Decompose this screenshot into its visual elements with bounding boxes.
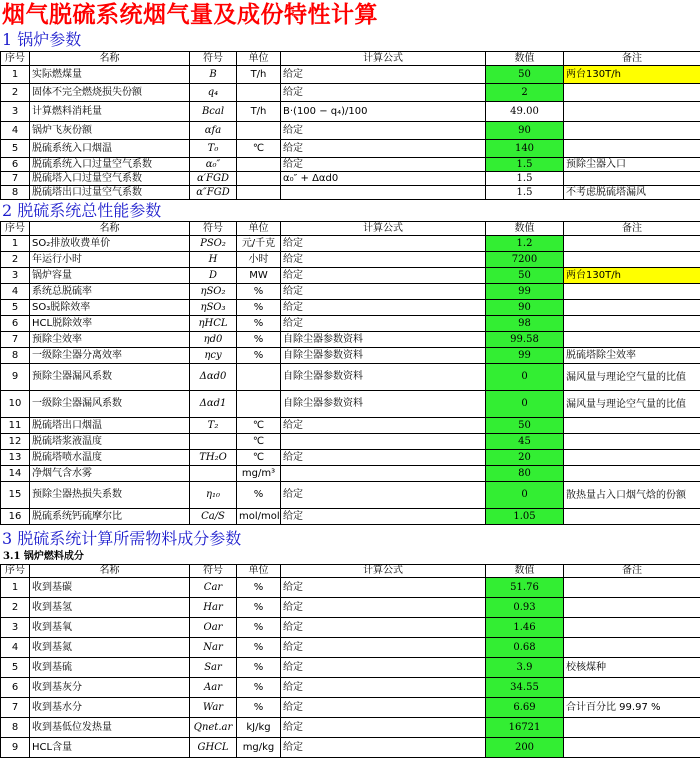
row-name: 收到基氮 xyxy=(30,638,190,658)
row-value: 90 xyxy=(486,122,564,140)
row-remark xyxy=(564,418,700,434)
row-remark xyxy=(564,578,700,598)
row-unit: % xyxy=(237,316,281,332)
row-symbol: Bcal xyxy=(190,102,237,122)
row-formula: 给定 xyxy=(281,66,486,84)
row-name: 收到基氢 xyxy=(30,598,190,618)
row-unit: ℃ xyxy=(237,450,281,466)
row-unit xyxy=(237,364,281,391)
row-value: 1.5 xyxy=(486,172,564,186)
header-remark: 备注 xyxy=(564,565,700,578)
row-unit: kJ/kg xyxy=(237,718,281,738)
row-name: 收到基低位发热量 xyxy=(30,718,190,738)
row-symbol: TH₂O xyxy=(190,450,237,466)
section-3-title: 3 脱硫系统计算所需物料成分参数 xyxy=(2,529,241,549)
header-no: 序号 xyxy=(1,565,30,578)
header-row xyxy=(1,565,700,578)
row-remark: 散热量占入口烟气焓的份额 xyxy=(564,482,700,509)
row-number: 8 xyxy=(1,186,30,200)
table-row xyxy=(1,236,700,252)
table-row xyxy=(1,268,700,284)
header-row xyxy=(1,52,700,66)
row-name: 脱硫系统入口烟温 xyxy=(30,140,190,158)
row-symbol: T₂ xyxy=(190,418,237,434)
row-name: SO₃脱除效率 xyxy=(30,300,190,316)
row-symbol: q₄ xyxy=(190,84,237,102)
row-unit xyxy=(237,122,281,140)
table-row xyxy=(1,66,700,84)
row-unit: % xyxy=(237,284,281,300)
row-name: SO₂排放收费单价 xyxy=(30,236,190,252)
row-name: 脱硫塔出口烟温 xyxy=(30,418,190,434)
row-value: 0.93 xyxy=(486,598,564,618)
row-number: 4 xyxy=(1,638,30,658)
row-number: 12 xyxy=(1,434,30,450)
row-number: 6 xyxy=(1,316,30,332)
row-name: 年运行小时 xyxy=(30,252,190,268)
page-title: 烟气脱硫系统烟气量及成份特性计算 xyxy=(2,0,378,30)
row-formula: 给定 xyxy=(281,678,486,698)
row-remark: 不考虑脱硫塔漏风 xyxy=(564,186,700,200)
row-symbol: Δαd0 xyxy=(190,364,237,391)
row-remark xyxy=(564,316,700,332)
row-formula: 自除尘器参数资料 xyxy=(281,332,486,348)
row-symbol: Car xyxy=(190,578,237,598)
row-unit: ℃ xyxy=(237,140,281,158)
row-number: 3 xyxy=(1,102,30,122)
row-name: 脱硫系统钙硫摩尔比 xyxy=(30,509,190,525)
row-unit: % xyxy=(237,678,281,698)
row-formula: α₀″ + Δαd0 xyxy=(281,172,486,186)
row-symbol: Sar xyxy=(190,658,237,678)
row-formula: 给定 xyxy=(281,252,486,268)
section-1-title: 1 锅炉参数 xyxy=(2,30,81,50)
table-row xyxy=(1,482,700,509)
performance-params-table xyxy=(0,221,700,525)
row-number: 1 xyxy=(1,236,30,252)
row-symbol xyxy=(190,434,237,450)
header-value: 数值 xyxy=(486,222,564,236)
row-remark xyxy=(564,718,700,738)
row-formula: 给定 xyxy=(281,418,486,434)
table-row xyxy=(1,434,700,450)
fuel-composition-table xyxy=(0,564,700,758)
row-remark xyxy=(564,450,700,466)
row-number: 13 xyxy=(1,450,30,466)
row-unit: T/h xyxy=(237,66,281,84)
row-remark: 漏风量与理论空气量的比值 xyxy=(564,364,700,391)
row-name: 脱硫塔出口过量空气系数 xyxy=(30,186,190,200)
row-formula: 给定 xyxy=(281,738,486,758)
row-unit: T/h xyxy=(237,102,281,122)
row-value: 51.76 xyxy=(486,578,564,598)
row-value: 99 xyxy=(486,348,564,364)
table-row xyxy=(1,186,700,200)
row-number: 5 xyxy=(1,140,30,158)
row-symbol: Har xyxy=(190,598,237,618)
row-formula xyxy=(281,434,486,450)
table-row xyxy=(1,300,700,316)
row-unit xyxy=(237,158,281,172)
row-unit: mg/kg xyxy=(237,738,281,758)
row-symbol: Ca/S xyxy=(190,509,237,525)
row-unit: ℃ xyxy=(237,418,281,434)
row-name: 一级除尘器漏风系数 xyxy=(30,391,190,418)
row-remark: 预除尘器入口 xyxy=(564,158,700,172)
table-row xyxy=(1,348,700,364)
row-name: 一级除尘器分离效率 xyxy=(30,348,190,364)
row-remark xyxy=(564,466,700,482)
row-formula: 给定 xyxy=(281,578,486,598)
row-remark xyxy=(564,284,700,300)
row-number: 4 xyxy=(1,122,30,140)
row-number: 8 xyxy=(1,348,30,364)
row-remark xyxy=(564,300,700,316)
row-number: 16 xyxy=(1,509,30,525)
table-row xyxy=(1,450,700,466)
table-row xyxy=(1,84,700,102)
row-value: 34.55 xyxy=(486,678,564,698)
header-remark: 备注 xyxy=(564,52,700,66)
row-value: 98 xyxy=(486,316,564,332)
row-number: 5 xyxy=(1,658,30,678)
row-number: 2 xyxy=(1,252,30,268)
row-value: 45 xyxy=(486,434,564,450)
row-symbol: D xyxy=(190,268,237,284)
row-symbol: α′FGD xyxy=(190,172,237,186)
row-symbol: ηHCL xyxy=(190,316,237,332)
table-row xyxy=(1,466,700,482)
header-value: 数值 xyxy=(486,52,564,66)
row-formula: 给定 xyxy=(281,509,486,525)
row-value: 99.58 xyxy=(486,332,564,348)
row-value: 1.5 xyxy=(486,158,564,172)
row-value: 1.46 xyxy=(486,618,564,638)
row-value: 1.05 xyxy=(486,509,564,525)
row-remark: 校核煤种 xyxy=(564,658,700,678)
row-name: 脱硫塔入口过量空气系数 xyxy=(30,172,190,186)
row-number: 1 xyxy=(1,578,30,598)
header-name: 名称 xyxy=(30,565,190,578)
row-formula: 给定 xyxy=(281,122,486,140)
row-remark xyxy=(564,122,700,140)
row-remark xyxy=(564,140,700,158)
row-remark xyxy=(564,172,700,186)
row-remark: 合计百分比 99.97 % xyxy=(564,698,700,718)
row-value: 7200 xyxy=(486,252,564,268)
header-formula: 计算公式 xyxy=(281,52,486,66)
row-value: 90 xyxy=(486,300,564,316)
table-row xyxy=(1,658,700,678)
header-unit: 单位 xyxy=(237,52,281,66)
row-unit: ℃ xyxy=(237,434,281,450)
row-symbol: ηcy xyxy=(190,348,237,364)
row-number: 5 xyxy=(1,300,30,316)
row-name: 脱硫塔喷水温度 xyxy=(30,450,190,466)
row-unit: % xyxy=(237,618,281,638)
row-symbol: War xyxy=(190,698,237,718)
row-name: 实际燃煤量 xyxy=(30,66,190,84)
row-formula: 给定 xyxy=(281,140,486,158)
table-row xyxy=(1,284,700,300)
row-name: 锅炉飞灰份额 xyxy=(30,122,190,140)
row-formula: 给定 xyxy=(281,618,486,638)
row-value: 2 xyxy=(486,84,564,102)
row-symbol: H xyxy=(190,252,237,268)
row-number: 3 xyxy=(1,268,30,284)
row-remark: 两台130T/h xyxy=(564,268,700,284)
table-row xyxy=(1,678,700,698)
row-symbol: α″FGD xyxy=(190,186,237,200)
row-value: 20 xyxy=(486,450,564,466)
row-unit: % xyxy=(237,348,281,364)
row-value: 49.00 xyxy=(486,102,564,122)
row-symbol: ηd0 xyxy=(190,332,237,348)
row-name: 脱硫塔浆液温度 xyxy=(30,434,190,450)
row-formula: 自除尘器参数资料 xyxy=(281,391,486,418)
row-name: 收到基灰分 xyxy=(30,678,190,698)
row-value: 99 xyxy=(486,284,564,300)
row-formula: 自除尘器参数资料 xyxy=(281,348,486,364)
row-unit: % xyxy=(237,598,281,618)
row-number: 11 xyxy=(1,418,30,434)
row-unit xyxy=(237,172,281,186)
row-unit: % xyxy=(237,658,281,678)
header-row xyxy=(1,222,700,236)
row-symbol: Nar xyxy=(190,638,237,658)
row-symbol: ηSO₃ xyxy=(190,300,237,316)
table-row xyxy=(1,158,700,172)
row-value: 0.68 xyxy=(486,638,564,658)
row-formula: 给定 xyxy=(281,598,486,618)
header-no: 序号 xyxy=(1,222,30,236)
row-unit: % xyxy=(237,698,281,718)
row-symbol: αfa xyxy=(190,122,237,140)
table-row xyxy=(1,598,700,618)
header-formula: 计算公式 xyxy=(281,222,486,236)
row-value: 50 xyxy=(486,418,564,434)
row-remark: 两台130T/h xyxy=(564,66,700,84)
row-formula: 给定 xyxy=(281,482,486,509)
row-remark xyxy=(564,678,700,698)
table-row xyxy=(1,698,700,718)
row-unit xyxy=(237,84,281,102)
row-unit xyxy=(237,391,281,418)
row-number: 9 xyxy=(1,738,30,758)
row-formula: 给定 xyxy=(281,158,486,172)
row-formula xyxy=(281,186,486,200)
row-remark xyxy=(564,509,700,525)
row-number: 8 xyxy=(1,718,30,738)
row-formula: 给定 xyxy=(281,638,486,658)
table-row xyxy=(1,418,700,434)
row-formula xyxy=(281,466,486,482)
table-row xyxy=(1,332,700,348)
row-unit: MW xyxy=(237,268,281,284)
row-formula: B·(100 − q₄)/100 xyxy=(281,102,486,122)
header-symbol: 符号 xyxy=(190,565,237,578)
row-number: 7 xyxy=(1,332,30,348)
row-remark xyxy=(564,638,700,658)
row-remark xyxy=(564,598,700,618)
row-unit: % xyxy=(237,300,281,316)
row-formula: 给定 xyxy=(281,698,486,718)
row-remark xyxy=(564,434,700,450)
row-unit: mol/mol xyxy=(237,509,281,525)
row-name: 预除尘效率 xyxy=(30,332,190,348)
table-row xyxy=(1,102,700,122)
table-row xyxy=(1,391,700,418)
section-3-subtitle: 3.1 锅炉燃料成分 xyxy=(3,549,84,565)
row-number: 7 xyxy=(1,698,30,718)
table-row xyxy=(1,618,700,638)
row-number: 1 xyxy=(1,66,30,84)
row-name: 系统总脱硫率 xyxy=(30,284,190,300)
row-number: 7 xyxy=(1,172,30,186)
row-number: 4 xyxy=(1,284,30,300)
row-value: 200 xyxy=(486,738,564,758)
row-symbol: PSO₂ xyxy=(190,236,237,252)
table-row xyxy=(1,718,700,738)
row-formula: 给定 xyxy=(281,236,486,252)
section-2-title: 2 脱硫系统总性能参数 xyxy=(2,201,161,221)
header-symbol: 符号 xyxy=(190,222,237,236)
row-remark xyxy=(564,738,700,758)
header-symbol: 符号 xyxy=(190,52,237,66)
row-value: 6.69 xyxy=(486,698,564,718)
row-formula: 给定 xyxy=(281,84,486,102)
row-remark xyxy=(564,252,700,268)
row-symbol: T₀ xyxy=(190,140,237,158)
row-unit: 元/千克 xyxy=(237,236,281,252)
row-number: 3 xyxy=(1,618,30,638)
row-formula: 给定 xyxy=(281,300,486,316)
row-unit: 小时 xyxy=(237,252,281,268)
table-row xyxy=(1,316,700,332)
table-row xyxy=(1,578,700,598)
row-formula: 给定 xyxy=(281,450,486,466)
table-row xyxy=(1,738,700,758)
header-unit: 单位 xyxy=(237,222,281,236)
header-unit: 单位 xyxy=(237,565,281,578)
row-remark xyxy=(564,102,700,122)
row-unit: % xyxy=(237,578,281,598)
header-value: 数值 xyxy=(486,565,564,578)
row-name: 固体不完全燃烧损失份额 xyxy=(30,84,190,102)
row-name: 收到基硫 xyxy=(30,658,190,678)
row-name: 脱硫系统入口过量空气系数 xyxy=(30,158,190,172)
row-name: 锅炉容量 xyxy=(30,268,190,284)
row-remark xyxy=(564,84,700,102)
row-name: 收到基碳 xyxy=(30,578,190,598)
row-symbol: ηSO₂ xyxy=(190,284,237,300)
row-name: 计算燃料消耗量 xyxy=(30,102,190,122)
row-value: 1.2 xyxy=(486,236,564,252)
header-name: 名称 xyxy=(30,222,190,236)
row-value: 16721 xyxy=(486,718,564,738)
table-row xyxy=(1,638,700,658)
table-row xyxy=(1,172,700,186)
row-number: 2 xyxy=(1,598,30,618)
table-row xyxy=(1,122,700,140)
row-value: 50 xyxy=(486,268,564,284)
row-formula: 自除尘器参数资料 xyxy=(281,364,486,391)
table-row xyxy=(1,252,700,268)
row-number: 2 xyxy=(1,84,30,102)
row-symbol: α₀″ xyxy=(190,158,237,172)
row-unit: % xyxy=(237,332,281,348)
row-number: 10 xyxy=(1,391,30,418)
row-unit xyxy=(237,186,281,200)
row-name: 收到基水分 xyxy=(30,698,190,718)
row-formula: 给定 xyxy=(281,658,486,678)
row-symbol xyxy=(190,466,237,482)
row-name: HCL脱除效率 xyxy=(30,316,190,332)
row-formula: 给定 xyxy=(281,316,486,332)
table-row xyxy=(1,140,700,158)
row-value: 0 xyxy=(486,482,564,509)
header-name: 名称 xyxy=(30,52,190,66)
row-value: 140 xyxy=(486,140,564,158)
row-symbol: η₁₀ xyxy=(190,482,237,509)
table-row xyxy=(1,509,700,525)
row-formula: 给定 xyxy=(281,284,486,300)
row-symbol: Aar xyxy=(190,678,237,698)
header-remark: 备注 xyxy=(564,222,700,236)
row-name: HCL含量 xyxy=(30,738,190,758)
row-name: 预除尘器漏风系数 xyxy=(30,364,190,391)
row-symbol: Δαd1 xyxy=(190,391,237,418)
row-number: 9 xyxy=(1,364,30,391)
row-symbol: GHCL xyxy=(190,738,237,758)
boiler-params-table xyxy=(0,51,700,200)
row-value: 0 xyxy=(486,391,564,418)
header-no: 序号 xyxy=(1,52,30,66)
row-name: 净烟气含水雾 xyxy=(30,466,190,482)
row-remark xyxy=(564,332,700,348)
row-unit: % xyxy=(237,638,281,658)
header-formula: 计算公式 xyxy=(281,565,486,578)
row-number: 6 xyxy=(1,158,30,172)
row-unit: % xyxy=(237,482,281,509)
row-name: 收到基氧 xyxy=(30,618,190,638)
row-value: 0 xyxy=(486,364,564,391)
row-value: 3.9 xyxy=(486,658,564,678)
table-row xyxy=(1,364,700,391)
row-formula: 给定 xyxy=(281,718,486,738)
row-remark: 脱硫塔除尘效率 xyxy=(564,348,700,364)
row-number: 6 xyxy=(1,678,30,698)
row-name: 预除尘器热损失系数 xyxy=(30,482,190,509)
row-remark xyxy=(564,618,700,638)
row-value: 80 xyxy=(486,466,564,482)
row-symbol: Oar xyxy=(190,618,237,638)
row-number: 15 xyxy=(1,482,30,509)
row-symbol: B xyxy=(190,66,237,84)
row-value: 50 xyxy=(486,66,564,84)
row-value: 1.5 xyxy=(486,186,564,200)
row-remark xyxy=(564,236,700,252)
row-formula: 给定 xyxy=(281,268,486,284)
row-unit: mg/m³ xyxy=(237,466,281,482)
row-symbol: Qnet.ar xyxy=(190,718,237,738)
row-remark: 漏风量与理论空气量的比值 xyxy=(564,391,700,418)
row-number: 14 xyxy=(1,466,30,482)
